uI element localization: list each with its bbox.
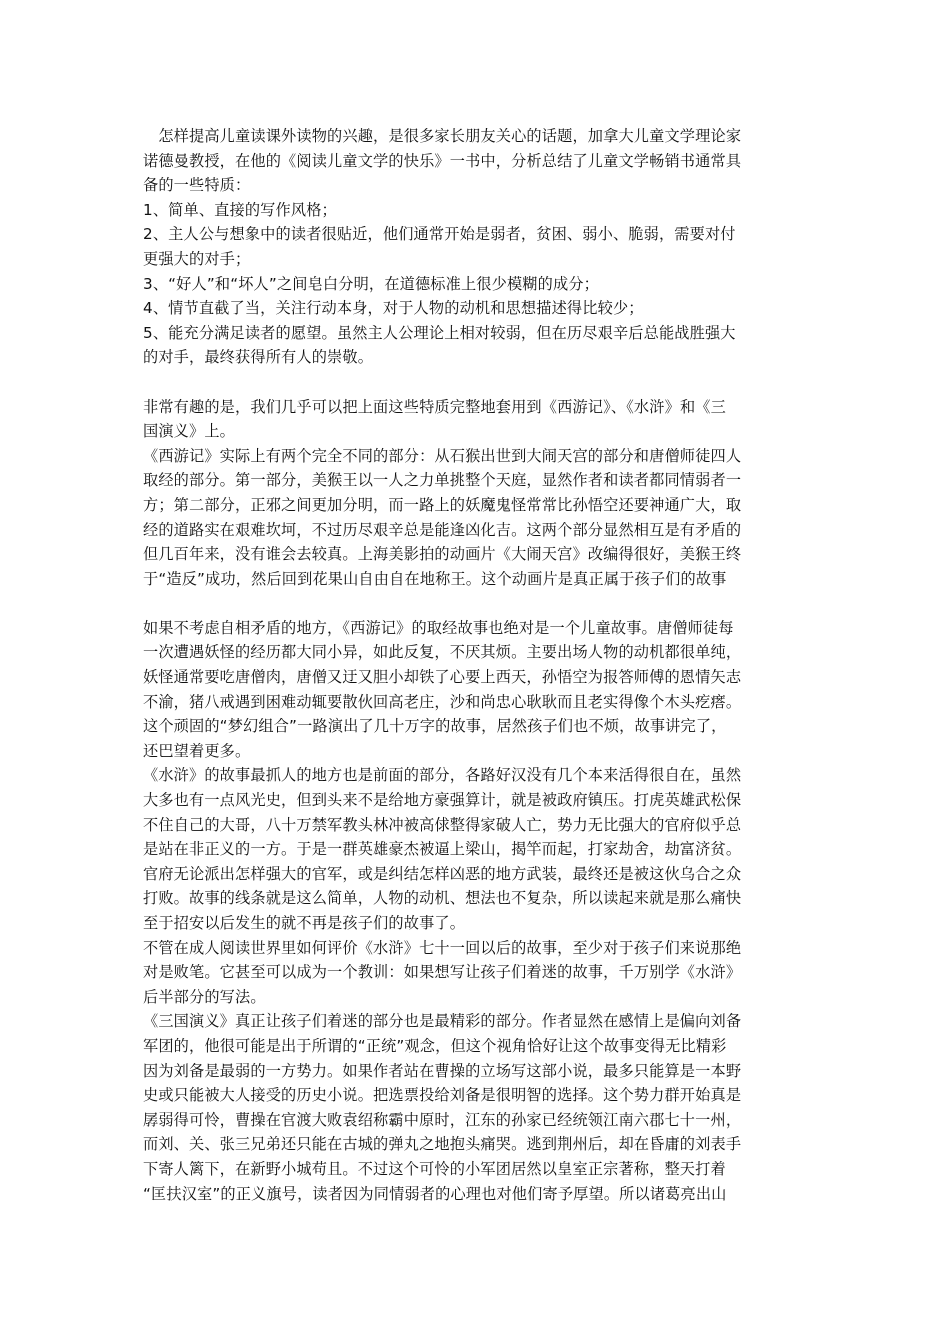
text-line: “匡扶汉室”的正义旗号，读者因为同情弱者的心理也对他们寄予厚望。所以诸葛亮出山 <box>143 1184 727 1203</box>
document-body <box>143 124 809 1206</box>
text-line: 对是败笔。它甚至可以成为一个教训：如果想写让孩子们着迷的故事，千万别学《水浒》 <box>143 963 742 982</box>
text-line: 这个顽固的“梦幻组合”一路演出了几十万字的故事，居然孩子们也不烦，故事讲完了， <box>143 717 727 736</box>
text-line: 《三国演义》真正让孩子们着迷的部分也是最精彩的部分。作者显然在感情上是偏向刘备 <box>143 1012 742 1031</box>
text-line: 1、简单、直接的写作风格； <box>143 200 337 219</box>
text-line: 备的一些特质： <box>143 176 251 195</box>
text-line: 妖怪通常要吃唐僧肉，唐僧又迂又胆小却铁了心要上西天，孙悟空为报答师傅的恩情矢志 <box>143 668 742 687</box>
text-line: 国演义》上。 <box>143 422 236 441</box>
text-line: 打败。故事的线条就是这么简单，人物的动机、想法也不复杂，所以读起来就是那么痛快 <box>143 889 742 908</box>
text-line: 《水浒》的故事最抓人的地方也是前面的部分，各路好汉没有几个本来活得很自在，虽然 <box>143 766 742 785</box>
text-line: 如果不考虑自相矛盾的地方，《西游记》的取经故事也绝对是一个儿童故事。唐僧师徒每 <box>143 618 734 637</box>
text-line: 是站在非正义的一方。于是一群英雄豪杰被逼上梁山，揭竿而起，打家劫舍，劫富济贫。 <box>143 840 742 859</box>
text-line: 史或只能被大人接受的历史小说。把选票投给刘备是很明智的选择。这个势力群开始真是 <box>143 1086 742 1105</box>
text-line: 后半部分的写法。 <box>143 987 266 1006</box>
text-line: 还巴望着更多。 <box>143 741 251 760</box>
paragraph-gap <box>143 591 809 616</box>
text-line: 因为刘备是最弱的一方势力。如果作者站在曹操的立场写这部小说，最多只能算是一本野 <box>143 1061 742 1080</box>
text-line: 2、主人公与想象中的读者很贴近，他们通常开始是弱者，贫困、弱小、脆弱，需要对付 <box>143 225 736 244</box>
text-line: 而刘、关、张三兄弟还只能在古城的弹丸之地抱头痛哭。逃到荆州后，却在昏庸的刘表手 <box>143 1135 742 1154</box>
text-line: 官府无论派出怎样强大的官军，或是纠结怎样凶恶的地方武装，最终还是被这伙乌合之众 <box>143 864 742 883</box>
text-line: 的对手，最终获得所有人的崇敬。 <box>143 348 374 367</box>
text-line: 怎样提高儿童读课外读物的兴趣，是很多家长朋友关心的话题，加拿大儿童文学理论家 <box>143 127 742 145</box>
text-line: 不渝，猪八戒遇到困难动辄要散伙回高老庄，沙和尚忠心耿耿而且老实得像个木头疙瘩。 <box>143 692 742 711</box>
text-line: 不管在成人阅读世界里如何评价《水浒》七十一回以后的故事，至少对于孩子们来说那绝 <box>143 938 742 957</box>
text-line: 下寄人篱下，在新野小城苟且。不过这个可怜的小军团居然以皇室正宗著称，整天打着 <box>143 1159 726 1178</box>
text-line: 不住自己的大哥，八十万禁军教头林冲被高俅整得家破人亡，势力无比强大的官府似乎总 <box>143 815 742 834</box>
text-line: 至于招安以后发生的就不再是孩子们的故事了。 <box>143 914 466 932</box>
text-line: 于“造反”成功，然后回到花果山自由自在地称王。这个动画片是真正属于孩子们的故事 <box>143 569 727 588</box>
text-line: 诺德曼教授，在他的《阅读儿童文学的快乐》一书中，分析总结了儿童文学畅销书通常具 <box>143 151 742 170</box>
paragraph-gap <box>143 370 809 395</box>
text-line: 《西游记》实际上有两个完全不同的部分：从石猴出世到大闹天宫的部分和唐僧师徒四人 <box>143 446 742 465</box>
text-line: 方；第二部分，正邪之间更加分明，而一路上的妖魔鬼怪常常比孙悟空还要神通广大，取 <box>143 495 742 514</box>
text-line: 孱弱得可怜，曹操在官渡大败袁绍称霸中原时，江东的孙家已经统领江南六郡七十一州， <box>143 1110 742 1129</box>
text-line: 军团的，他很可能是出于所谓的“正统”观念，但这个视角恰好让这个故事变得无比精彩 <box>143 1036 727 1055</box>
text-line: 但几百年来，没有谁会去较真。上海美影拍的动画片《大闹天宫》改编得很好，美猴王终 <box>143 545 742 564</box>
text-line: 经的道路实在艰难坎坷，不过历尽艰辛总是能逢凶化吉。这两个部分显然相互是有矛盾的 <box>143 520 742 539</box>
text-line: 取经的部分。第一部分，美猴王以一人之力单挑整个天庭，显然作者和读者都同情弱者一 <box>143 471 742 490</box>
text-line: 3、“好人”和“坏人”之间皂白分明，在道德标准上很少模糊的成分； <box>143 274 599 293</box>
text-line: 更强大的对手； <box>143 249 251 268</box>
text-line: 4、情节直截了当，关注行动本身，对于人物的动机和思想描述得比较少； <box>143 299 644 318</box>
text-line: 5、能充分满足读者的愿望。虽然主人公理论上相对较弱，但在历尽艰辛后总能战胜强大 <box>143 323 736 342</box>
text-line: 大多也有一点风光史，但到头来不是给地方豪强算计，就是被政府镇压。打虎英雄武松保 <box>143 791 742 810</box>
text-line: 非常有趣的是，我们几乎可以把上面这些特质完整地套用到《西游记》、《水浒》和《三 <box>143 397 726 416</box>
text-line: 一次遭遇妖怪的经历都大同小异，如此反复，不厌其烦。主要出场人物的动机都很单纯， <box>143 643 742 662</box>
